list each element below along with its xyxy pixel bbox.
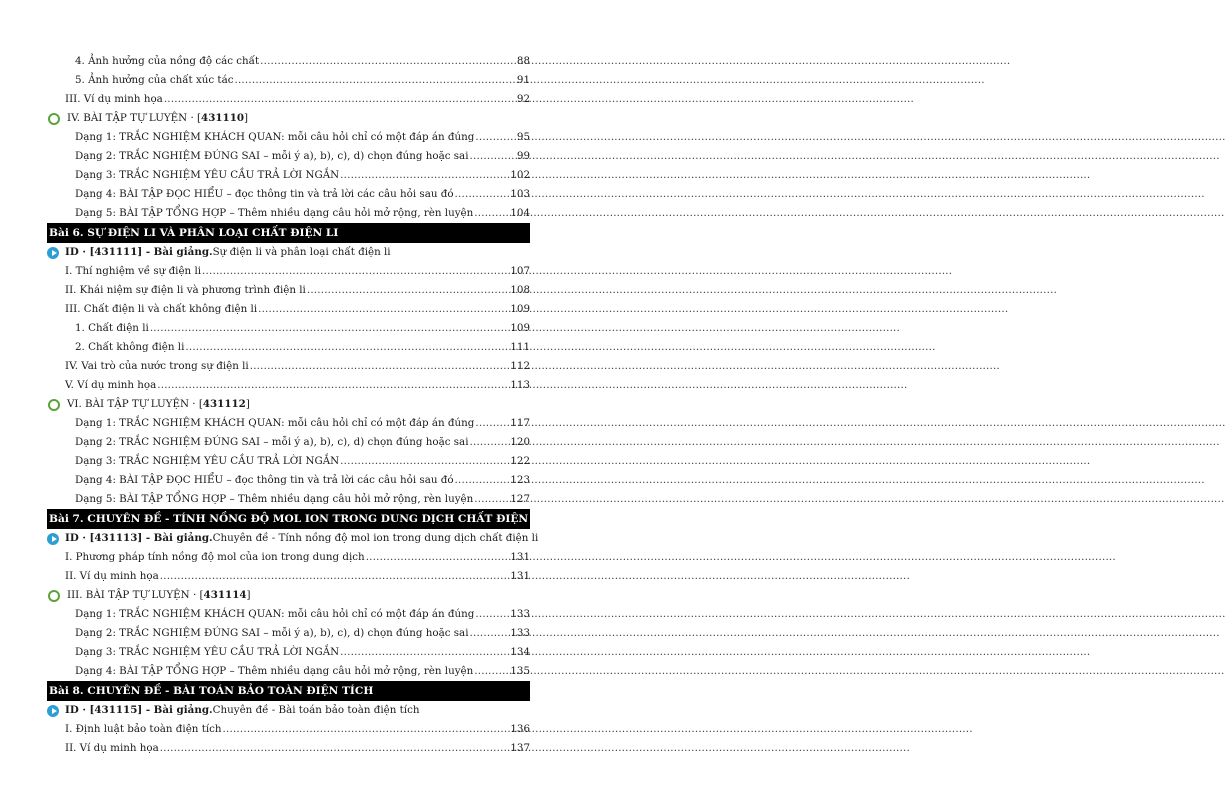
exercise-id: 431112 (202, 398, 246, 410)
lecture-title: Sự điện li và phân loại chất điện li (212, 246, 391, 258)
dot-leader (474, 490, 509, 509)
toc-page-number: 109 (510, 303, 530, 315)
dot-leader (250, 357, 510, 376)
toc-entry-title: Dạng 3: TRẮC NGHIỆM YÊU CẦU TRẢ LỜI NGẮN (75, 455, 340, 467)
toc-page-number: 127 (510, 493, 530, 505)
toc-entry-title: II. Ví dụ minh họa (65, 570, 159, 582)
toc-entry[interactable] (47, 357, 530, 376)
toc-entry-title: I. Phương pháp tính nồng độ mol của ion trong dung dịch (65, 551, 365, 563)
toc-entry-title: 4. Ảnh hưởng của nồng độ các chất (75, 55, 260, 67)
toc-entry[interactable] (47, 128, 530, 147)
dot-leader (455, 471, 510, 490)
toc-entry[interactable] (47, 262, 530, 281)
toc-entry-title: II. Khái niệm sự điện li và phương trình điện li (65, 284, 306, 296)
toc-page-number: 131 (510, 551, 530, 563)
lesson-heading: Bài 8. CHUYÊN ĐỀ - BÀI TOÁN BẢO TOÀN ĐIỆN TÍCH (47, 681, 530, 701)
toc-entry[interactable] (47, 185, 530, 204)
lecture-entry[interactable] (47, 243, 530, 262)
lecture-id-label: ID · [431111] - Bài giảng. (65, 246, 213, 258)
toc-page-number: 99 (516, 150, 530, 162)
toc-entry[interactable] (47, 71, 530, 90)
play-circle-icon (47, 705, 59, 717)
exercise-section[interactable] (47, 395, 530, 414)
lecture-title: Chuyên đề - Tính nồng độ mol ion trong dung dịch chất điện li (212, 532, 539, 544)
toc-entry[interactable] (47, 548, 530, 567)
toc-page-number: 108 (510, 284, 530, 296)
dot-leader (475, 414, 509, 433)
dot-leader (340, 166, 509, 185)
toc-page-number: 107 (510, 265, 530, 277)
toc-page-number: 133 (510, 608, 530, 620)
toc-entry[interactable] (47, 739, 530, 758)
toc-entry[interactable] (47, 433, 530, 452)
toc-page-number: 92 (516, 93, 530, 105)
toc-entry-title: 5. Ảnh hưởng của chất xúc tác (75, 74, 234, 86)
dot-leader (475, 128, 516, 147)
toc-entry[interactable] (47, 643, 530, 662)
toc-page-number: 95 (516, 131, 530, 143)
exercise-title: VI. BÀI TẬP TỰ LUYỆN · [ (67, 398, 203, 410)
toc-entry-title: II. Ví dụ minh họa (65, 742, 159, 754)
toc-entry[interactable] (47, 376, 530, 395)
dot-leader (185, 338, 509, 357)
exercise-title: IV. BÀI TẬP TỰ LUYỆN · [ (67, 112, 202, 124)
exercise-title: III. BÀI TẬP TỰ LUYỆN · [ (67, 589, 204, 601)
toc-page-number: 137 (510, 742, 530, 754)
toc-entry-title: I. Thí nghiệm về sự điện li (65, 265, 202, 277)
toc-entry-title: V. Ví dụ minh họa (65, 379, 157, 391)
lecture-entry[interactable] (47, 529, 539, 548)
exercise-id: 431114 (203, 589, 247, 601)
toc-page-number: 103 (510, 188, 530, 200)
toc-entry-title: Dạng 2: TRẮC NGHIỆM ĐÚNG SAI – mỗi ý a), b), c), d) chọn đúng hoặc sai (75, 436, 469, 448)
toc-entry[interactable] (47, 338, 530, 357)
dot-leader (202, 262, 509, 281)
toc-page-number: 123 (510, 474, 530, 486)
toc-entry-title: Dạng 3: TRẮC NGHIỆM YÊU CẦU TRẢ LỜI NGẮN (75, 169, 340, 181)
toc-entry[interactable] (47, 490, 530, 509)
ring-bullet-icon (48, 113, 60, 125)
dot-leader (164, 90, 516, 109)
dot-leader (340, 452, 509, 471)
toc-entry-title: Dạng 4: BÀI TẬP ĐỌC HIỂU – đọc thông tin và trả lời các câu hỏi sau đó (75, 474, 454, 486)
dot-leader (307, 281, 510, 300)
toc-page-number: 120 (510, 436, 530, 448)
toc-entry[interactable] (47, 471, 530, 490)
toc-page-number: 91 (516, 74, 530, 86)
toc-entry-title: Dạng 1: TRẮC NGHIỆM KHÁCH QUAN: mỗi câu hỏi chỉ có một đáp án đúng (75, 131, 475, 143)
toc-page-number: 133 (510, 627, 530, 639)
toc-entry[interactable] (47, 452, 530, 471)
toc-entry-title: III. Ví dụ minh họa (65, 93, 163, 105)
toc-entry-title: Dạng 4: BÀI TẬP ĐỌC HIỂU – đọc thông tin và trả lời các câu hỏi sau đó (75, 188, 454, 200)
toc-page-number: 113 (510, 379, 530, 391)
toc-page-number: 109 (510, 322, 530, 334)
lecture-entry[interactable] (47, 701, 530, 720)
toc-entry[interactable] (47, 319, 530, 338)
toc-page-number: 102 (510, 169, 530, 181)
toc-page-number: 112 (510, 360, 530, 372)
toc-page-number: 136 (510, 723, 530, 735)
toc-entry-title: I. Định luật bảo toàn điện tích (65, 723, 222, 735)
lecture-id-label: ID · [431115] - Bài giảng. (65, 704, 213, 716)
toc-entry[interactable] (47, 605, 530, 624)
toc-entry[interactable] (47, 90, 530, 109)
toc-entry-title: Dạng 1: TRẮC NGHIỆM KHÁCH QUAN: mỗi câu hỏi chỉ có một đáp án đúng (75, 608, 475, 620)
toc-page-number: 111 (510, 341, 530, 353)
dot-leader (470, 433, 510, 452)
lesson-heading: Bài 7. CHUYÊN ĐỀ - TÍNH NỒNG ĐỘ MOL ION TRONG DUNG DỊCH CHẤT ĐIỆN LI (47, 509, 530, 529)
dot-leader (160, 739, 510, 758)
toc-entry-title: IV. Vai trò của nước trong sự điện li (65, 360, 249, 372)
toc-page-number: 131 (510, 570, 530, 582)
toc-page-number: 135 (510, 665, 530, 677)
toc-entry[interactable] (47, 662, 530, 681)
dot-leader (260, 52, 516, 71)
toc-entry-title: III. Chất điện li và chất không điện li (65, 303, 258, 315)
toc-entry-title: 2. Chất không điện li (75, 341, 185, 353)
toc-entry-title: Dạng 4: BÀI TẬP TỔNG HỢP – Thêm nhiều dạng câu hỏi mở rộng, rèn luyện (75, 665, 474, 677)
toc-entry-title: Dạng 2: TRẮC NGHIỆM ĐÚNG SAI – mỗi ý a), b), c), d) chọn đúng hoặc sai (75, 150, 469, 162)
exercise-suffix: ] (244, 112, 249, 124)
ring-bullet-icon (48, 399, 60, 411)
dot-leader (366, 548, 510, 567)
dot-leader (157, 376, 509, 395)
dot-leader (474, 662, 509, 681)
toc-entry[interactable] (47, 720, 530, 739)
toc-page-number: 117 (510, 417, 530, 429)
toc-entry[interactable] (47, 204, 530, 223)
toc-entry[interactable] (47, 300, 530, 319)
toc-page-number: 104 (510, 207, 530, 219)
toc-entry-title: Dạng 2: TRẮC NGHIỆM ĐÚNG SAI – mỗi ý a), b), c), d) chọn đúng hoặc sai (75, 627, 469, 639)
toc-entry[interactable] (47, 281, 530, 300)
lecture-id-label: ID · [431113] - Bài giảng. (65, 532, 213, 544)
toc-entry-title: Dạng 5: BÀI TẬP TỔNG HỢP – Thêm nhiều dạng câu hỏi mở rộng, rèn luyện (75, 493, 474, 505)
lecture-title: Chuyên đề - Bài toán bảo toàn điện tích (212, 704, 420, 716)
toc-entry[interactable] (47, 567, 530, 586)
exercise-section[interactable] (47, 109, 530, 128)
toc-page-number: 88 (516, 55, 530, 67)
play-circle-icon (47, 533, 59, 545)
play-circle-icon (47, 247, 59, 259)
dot-leader (150, 319, 510, 338)
toc-entry[interactable] (47, 414, 530, 433)
dot-leader (475, 605, 509, 624)
dot-leader (223, 720, 510, 739)
toc-entry[interactable] (47, 52, 530, 71)
dot-leader (234, 71, 515, 90)
exercise-id: 431110 (201, 112, 245, 124)
toc-page-number: 122 (510, 455, 530, 467)
dot-leader (160, 567, 510, 586)
toc-entry-title: Dạng 1: TRẮC NGHIỆM KHÁCH QUAN: mỗi câu hỏi chỉ có một đáp án đúng (75, 417, 475, 429)
toc-page-number: 134 (510, 646, 530, 658)
exercise-suffix: ] (246, 589, 251, 601)
toc-entry-title: Dạng 5: BÀI TẬP TỔNG HỢP – Thêm nhiều dạng câu hỏi mở rộng, rèn luyện (75, 207, 474, 219)
exercise-suffix: ] (245, 398, 250, 410)
dot-leader (340, 643, 509, 662)
toc-entry-title: Dạng 3: TRẮC NGHIỆM YÊU CẦU TRẢ LỜI NGẮN (75, 646, 340, 658)
ring-bullet-icon (48, 590, 60, 602)
dot-leader (470, 624, 510, 643)
dot-leader (258, 300, 509, 319)
table-of-contents (47, 52, 545, 758)
dot-leader (455, 185, 510, 204)
exercise-section[interactable] (47, 586, 530, 605)
toc-entry[interactable] (47, 147, 530, 166)
toc-entry[interactable] (47, 166, 530, 185)
toc-entry-title: 1. Chất điện li (75, 322, 149, 334)
dot-leader (474, 204, 509, 223)
lesson-heading: Bài 6. SỰ ĐIỆN LI VÀ PHÂN LOẠI CHẤT ĐIỆN LI (47, 223, 530, 243)
toc-entry[interactable] (47, 624, 530, 643)
dot-leader (470, 147, 516, 166)
